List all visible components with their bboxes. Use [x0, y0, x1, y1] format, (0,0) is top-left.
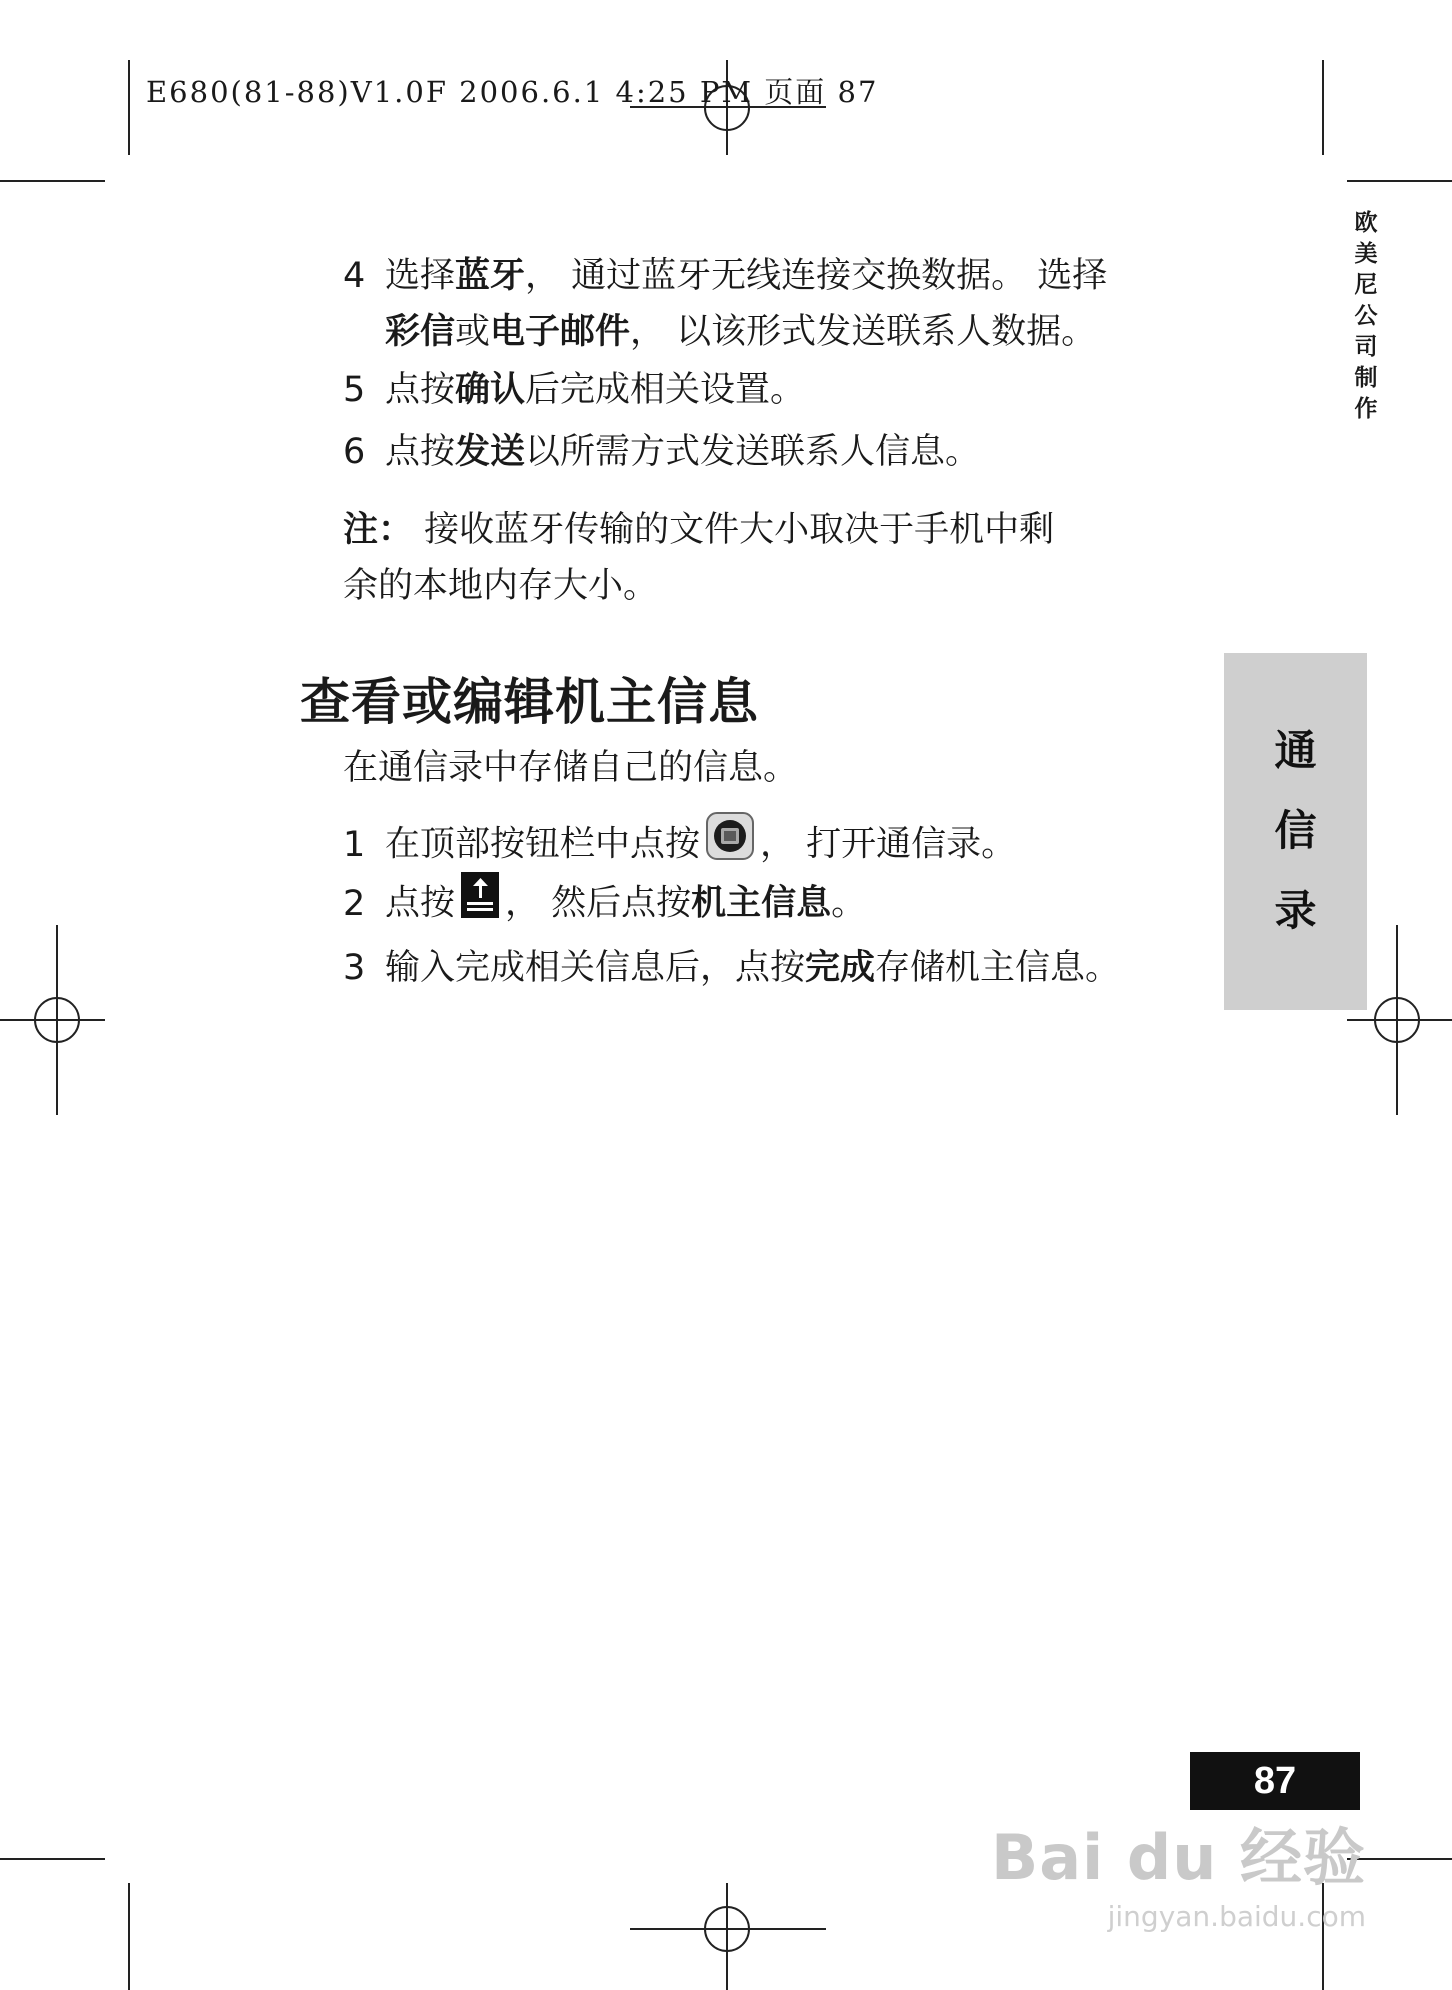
step-keyword: 完成 — [805, 948, 876, 988]
registration-circle — [1374, 997, 1420, 1043]
step-1 — [343, 812, 1016, 879]
step-text: ， 打开通信录。 — [760, 824, 1017, 865]
side-label-char: 司 — [1354, 334, 1378, 360]
side-label — [1346, 208, 1386, 425]
step-number: 6 — [343, 432, 366, 472]
note-text: 接收蓝牙传输的文件大小取决于手机中剩 — [413, 510, 1055, 550]
note — [343, 500, 1054, 560]
side-label-char: 制 — [1354, 365, 1378, 391]
step-text: 后完成相关设置。 — [525, 370, 806, 410]
side-label-char: 尼 — [1354, 272, 1378, 298]
chapter-tab-char: 通 — [1274, 726, 1317, 775]
section-intro: 在通信录中存储自己的信息。 — [343, 748, 799, 788]
chapter-tab-char: 信 — [1274, 806, 1317, 855]
step-text: 在顶部按钮栏中点按 — [385, 824, 701, 865]
step-text: 点按 — [385, 432, 456, 472]
chapter-tab — [1224, 653, 1367, 1010]
step-6 — [343, 422, 980, 482]
step-number: 4 — [343, 256, 366, 296]
crop-mark — [128, 60, 130, 155]
note-label: 注： — [343, 510, 414, 550]
crop-mark — [128, 1883, 130, 1990]
step-keyword: 彩信 — [385, 312, 456, 352]
step-text: 输入完成相关信息后，点按 — [385, 948, 806, 988]
watermark-url: jingyan.baidu.com — [1107, 1900, 1366, 1933]
chapter-tab-char: 录 — [1274, 886, 1317, 935]
note-continued — [343, 556, 658, 616]
step-number: 3 — [343, 948, 366, 988]
watermark-logo: Bai du 经验 — [990, 1821, 1366, 1894]
step-4-continued — [385, 302, 1096, 362]
step-keyword: 确认 — [455, 370, 526, 410]
step-text: ， 通过蓝牙无线连接交换数据。 选择 — [525, 256, 1108, 296]
step-keyword: 发送 — [455, 432, 526, 472]
menu-icon — [461, 872, 499, 937]
note-text: 余的本地内存大小。 — [343, 566, 659, 606]
side-label-char: 作 — [1354, 396, 1378, 422]
section-title: 查看或编辑机主信息 — [300, 673, 759, 731]
step-4 — [343, 246, 1107, 306]
step-number: 2 — [343, 883, 366, 924]
side-label-char: 欧 — [1354, 210, 1378, 236]
step-text: 点按 — [385, 370, 456, 410]
contacts-icon — [706, 812, 754, 879]
step-2 — [343, 872, 866, 937]
registration-circle — [34, 997, 80, 1043]
crop-mark — [0, 1858, 105, 1860]
side-label-char: 公 — [1354, 303, 1378, 329]
step-text: 。 — [831, 883, 867, 924]
step-text: 或 — [455, 312, 491, 352]
step-keyword: 机主信息 — [691, 883, 832, 924]
step-text: 点按 — [385, 883, 456, 924]
step-number: 1 — [343, 824, 366, 865]
step-text: ， 以该形式发送联系人数据。 — [630, 312, 1097, 352]
registration-circle — [704, 1906, 750, 1952]
crop-mark — [1347, 180, 1452, 182]
step-keyword: 蓝牙 — [455, 256, 526, 296]
step-text: ， 然后点按 — [505, 883, 692, 924]
step-5 — [343, 360, 805, 420]
crop-mark — [1322, 60, 1324, 155]
step-text: 以所需方式发送联系人信息。 — [525, 432, 981, 472]
side-label-char: 美 — [1354, 241, 1378, 267]
step-3 — [343, 938, 1120, 998]
step-text: 存储机主信息。 — [875, 948, 1121, 988]
crop-mark — [0, 180, 105, 182]
step-number: 5 — [343, 370, 366, 410]
step-text: 选择 — [385, 256, 456, 296]
print-header: E680(81-88)V1.0F 2006.6.1 4:25 PM 页面 87 — [146, 75, 879, 109]
page-number: 87 — [1190, 1752, 1360, 1810]
step-keyword: 电子邮件 — [490, 312, 631, 352]
